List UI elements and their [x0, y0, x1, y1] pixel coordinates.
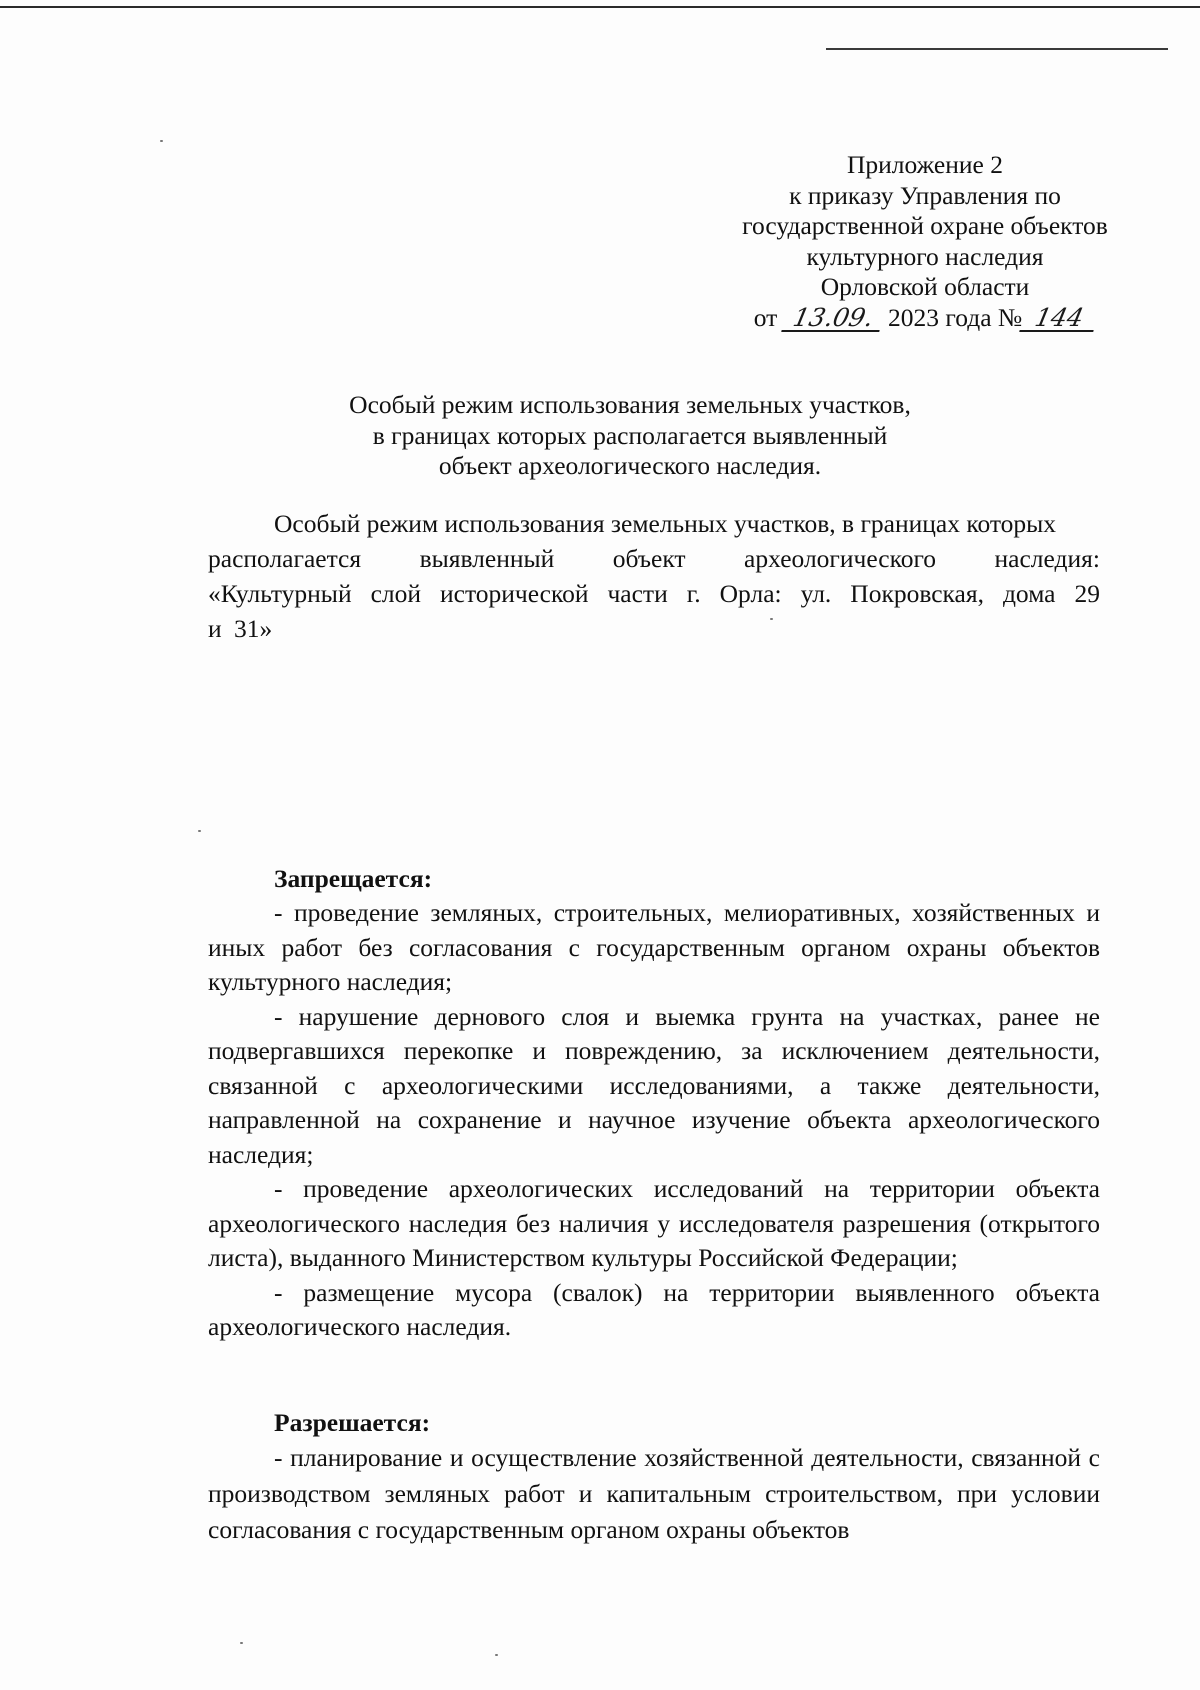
allowed-section [208, 1406, 1100, 1548]
allowed-item: - планирование и осуществление хозяйственной деятельности, связанной с производством земляных работ и капитальным строительством, при условии согласования с государственным органом охраны объектов [208, 1443, 1100, 1544]
intro-word: наследия: [994, 544, 1100, 573]
intro-word: Орла: [719, 579, 782, 608]
prohibited-item: - проведение археологических исследований на территории объекта археологического наследия без наличия у исследователя разрешения (открытого листа), выданного Министерством культуры Российской Федерации; [208, 1174, 1100, 1272]
prohibited-item: - проведение земляных, строительных, мелиоративных, хозяйственных и иных работ без согласования с государственным органом охраны объектов культурного наследия; [208, 898, 1100, 996]
intro-word: Покровская, [850, 579, 984, 608]
prohibited-item: - нарушение дернового слоя и выемка грунта на участках, ранее не подвергавшихся перекопке и повреждению, за исключением деятельности, связанной с археологическими исследованиями, а также деятельности, направленной на сохранение и научное изучение объекта археологического наследия; [208, 1001, 1100, 1169]
intro-word: объект [612, 544, 686, 573]
intro-line [208, 576, 1100, 611]
top-right-rule [826, 48, 1168, 50]
appendix-line: государственной охране объектов [742, 211, 1108, 240]
section-heading-allowed: Разрешается: [274, 1408, 431, 1437]
intro-word: части [607, 579, 668, 608]
intro-word: «Культурный [208, 579, 352, 608]
scan-speck [240, 1642, 243, 1644]
scan-speck [160, 140, 163, 142]
appendix-line: к приказу Управления по [789, 180, 1061, 210]
handwritten-date: 13.09. [781, 306, 885, 332]
date-prefix: от [753, 302, 778, 332]
intro-paragraph [208, 506, 1100, 646]
appendix-header [660, 150, 1190, 333]
intro-line: и 31» [208, 614, 273, 643]
intro-word: г. [686, 579, 701, 608]
intro-word: располагается [208, 544, 362, 573]
title-line: объект археологического наследия. [438, 451, 822, 480]
intro-word: слой [370, 579, 422, 608]
intro-word: ул. [800, 579, 832, 608]
intro-word: выявленный [419, 544, 555, 573]
year-text: 2023 года № [888, 302, 1023, 332]
order-date-line [660, 303, 1190, 334]
title-line: Особый режим использования земельных участков, [349, 390, 911, 419]
prohibited-section [208, 862, 1100, 1345]
intro-line [208, 541, 1100, 576]
intro-line: Особый режим использования земельных участков, в границах которых [274, 509, 1057, 538]
scan-speck [198, 830, 201, 832]
scan-top-edge-line [0, 6, 1200, 8]
appendix-line: Приложение 2 [847, 150, 1003, 179]
intro-word: исторической [439, 579, 589, 608]
title-line: в границах которых располагается выявленный [372, 420, 888, 450]
intro-word: 29 [1074, 579, 1100, 608]
document-title [300, 390, 960, 482]
appendix-line: культурного наследия [806, 241, 1044, 271]
prohibited-item: - размещение мусора (свалок) на территории выявленного объекта археологического наследия. [208, 1277, 1100, 1341]
intro-word: дома [1002, 579, 1056, 608]
scan-speck [495, 1654, 498, 1656]
appendix-line: Орловской области [820, 272, 1030, 301]
handwritten-number: 144 [1020, 306, 1100, 332]
intro-word: археологического [744, 544, 937, 573]
section-heading-prohibited: Запрещается: [274, 864, 433, 893]
